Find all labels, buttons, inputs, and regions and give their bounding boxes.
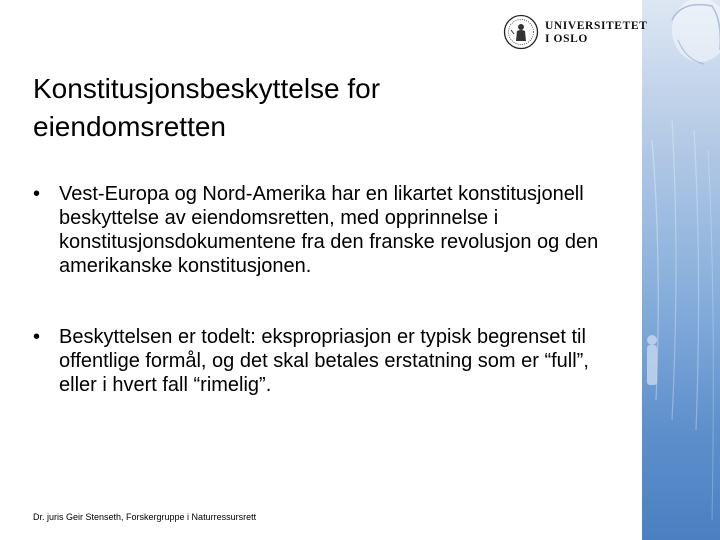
- slide-title-line-1: Konstitusjonsbeskyttelse for: [33, 73, 381, 104]
- university-name: [545, 20, 647, 46]
- logo-line-2: I OSLO: [545, 33, 588, 45]
- slide-title: [33, 70, 593, 146]
- classical-figure-illustration: [642, 0, 720, 540]
- bullet-item: [33, 325, 613, 397]
- bullet-list: [33, 182, 613, 397]
- bullet-item: [33, 182, 613, 278]
- bullet-marker: •: [33, 183, 41, 205]
- university-logo: [503, 14, 648, 52]
- university-seal-icon: [503, 14, 539, 50]
- bullet-text: Beskyttelsen er todelt: ekspropriasjon er typisk begrenset til offentlige formål, og det skal betales erstatning som er “full”, eller i hvert fall “rimelig”.: [59, 326, 589, 396]
- decorative-side-strip: [642, 0, 720, 540]
- logo-line-1: UNIVERSITETET: [545, 20, 648, 32]
- slide-footer: Dr. juris Geir Stenseth, Forskergruppe i Naturressursrett: [33, 512, 257, 522]
- bullet-text: Vest-Europa og Nord-Amerika har en likartet konstitusjonell beskyttelse av eiendomsretten, med opprinnelse i konstitusjonsdokumentene fra den franske revolusjon og den amerikanske konstitusjonen.: [59, 183, 599, 277]
- slide-title-line-2: eiendomsretten: [33, 111, 227, 142]
- bullet-marker: •: [33, 326, 41, 348]
